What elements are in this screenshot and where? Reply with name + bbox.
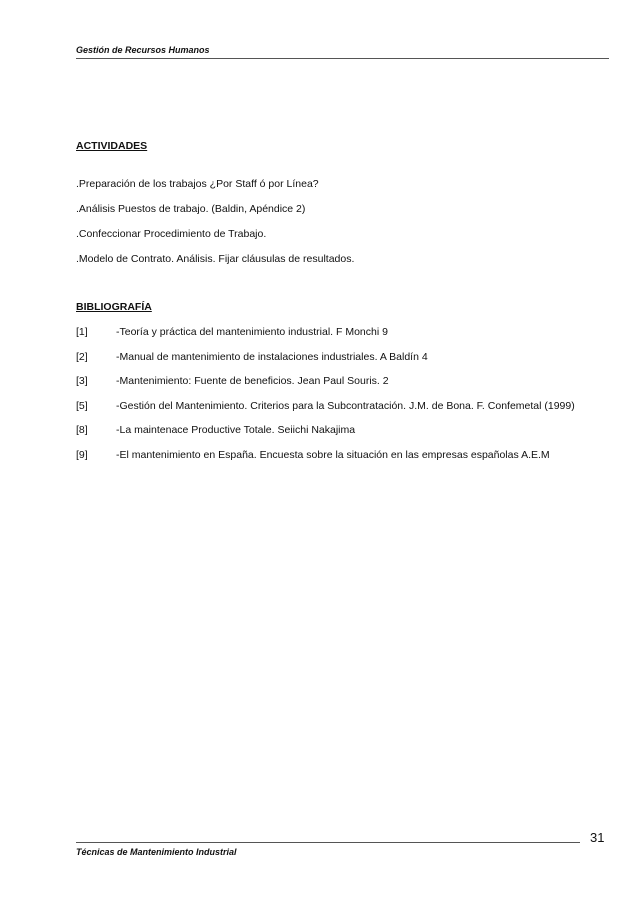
bibliography-reference: -Gestión del Mantenimiento. Criterios para la Subcontratación. J.M. de Bona. F. Confemetal (1999) (116, 400, 575, 412)
bibliography-reference: -El mantenimiento en España. Encuesta sobre la situación en las empresas españolas A.E.M (116, 449, 550, 461)
bibliography-number: [2] (76, 351, 88, 363)
activity-item: .Confeccionar Procedimiento de Trabajo. (76, 228, 267, 240)
bibliography-number: [8] (76, 424, 88, 436)
bibliography-reference: -La maintenace Productive Totale. Seiichi Nakajima (116, 424, 356, 436)
bibliography-number: [9] (76, 449, 88, 461)
bibliography-number: [3] (76, 375, 88, 387)
bibliography-reference: -Manual de mantenimiento de instalaciones industriales. A Baldín 4 (116, 351, 428, 363)
footer-divider (76, 842, 580, 843)
bibliography-number: [1] (76, 326, 88, 338)
bibliography-reference: -Mantenimiento: Fuente de beneficios. Jean Paul Souris. 2 (116, 375, 389, 387)
bibliography-reference: -Teoría y práctica del mantenimiento industrial. F Monchi 9 (116, 326, 388, 338)
running-header: Gestión de Recursos Humanos (76, 45, 210, 55)
running-footer: Técnicas de Mantenimiento Industrial (76, 847, 237, 857)
activity-item: .Análisis Puestos de trabajo. (Baldin, Apéndice 2) (76, 203, 306, 215)
activity-item: .Modelo de Contrato. Análisis. Fijar cláusulas de resultados. (76, 253, 355, 265)
activities-heading: ACTIVIDADES (76, 140, 148, 152)
bibliography-heading: BIBLIOGRAFÍA (76, 301, 152, 313)
bibliography-number: [5] (76, 400, 88, 412)
activity-item: .Preparación de los trabajos ¿Por Staff ó por Línea? (76, 178, 319, 190)
page-number: 31 (590, 830, 605, 845)
header-divider (76, 58, 609, 59)
